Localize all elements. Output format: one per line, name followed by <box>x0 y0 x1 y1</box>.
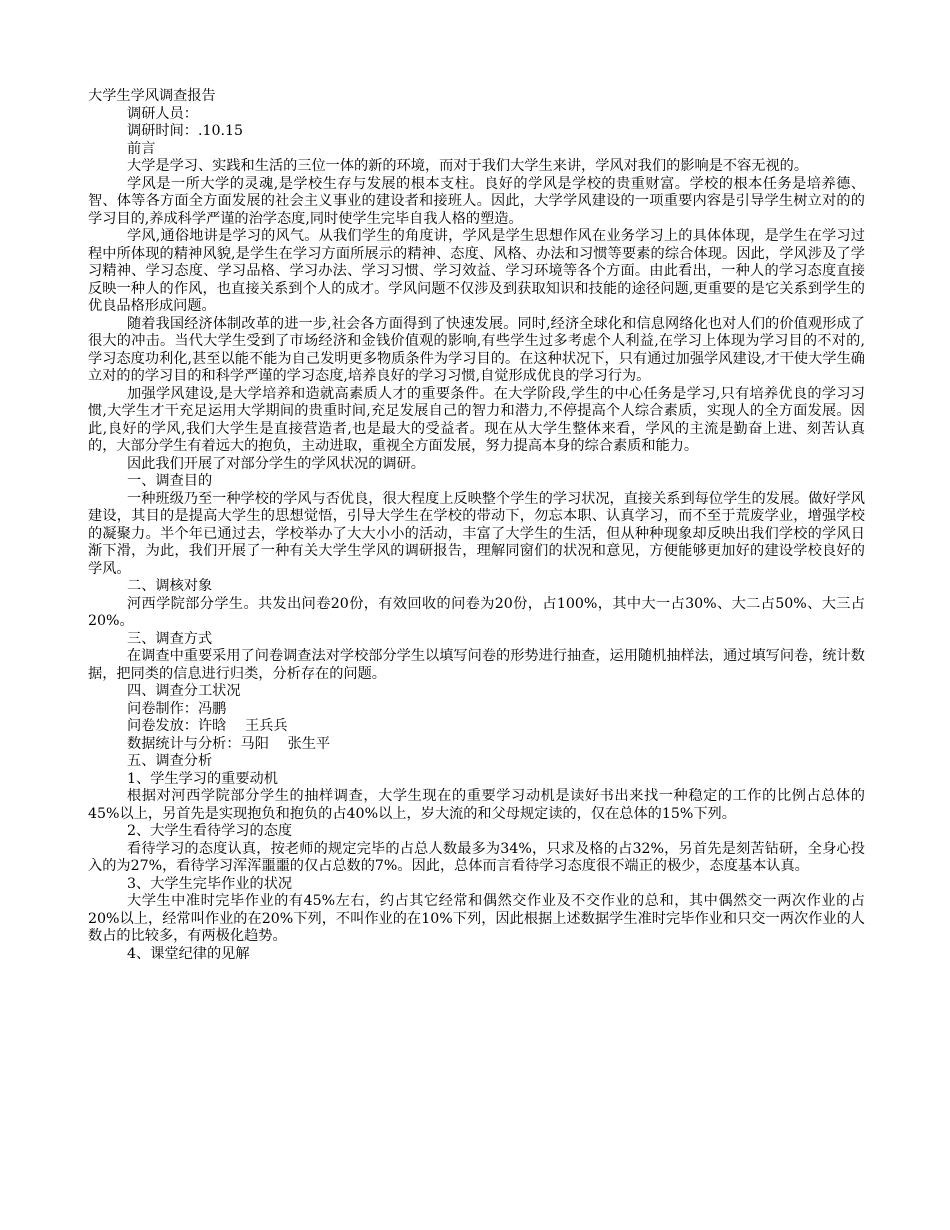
analysis-paragraph: 看待学习的态度认真，按老师的规定完毕的占总人数最多为34%，只求及格的占32%，另首先是刻苦钻研，全身心投入的为27%，看待学习浑浑噩噩的仅占总数的7%。因此，总体而言看待学习态度很不端正的极少，态度基本认真。 <box>88 840 865 874</box>
section-heading: 三、调查方式 <box>127 630 213 647</box>
analysis-heading: 2、大学生看待学习的态度 <box>127 823 293 839</box>
analysis-heading: 1、学生学习的重要动机 <box>127 770 278 787</box>
staff-line-distribution: 问卷发放：许晗 王兵兵 <box>127 718 288 734</box>
preface-paragraph: 学风是一所大学的灵魂,是学校生存与发展的根本支柱。良好的学风是学校的贵重财富。学校的根本任务是培养德、智、体等各方面全方面发展的社会主义事业的建设者和接班人。因此，大学学风建设的一项重要内容是引导学生树立对的的学习目的,养成科学严谨的治学态度,同时使学生完毕自我人格的塑造。 <box>88 175 865 227</box>
analysis-paragraph: 根据对河西学院部分学生的抽样调查，大学生现在的重要学习动机是读好书出来找一种稳定的工作的比例占总体的45%以上，另首先是实现抱负和抱负的占40%以上，岁大流的和父母规定读的，仅在总体的15%下列。 <box>88 788 865 822</box>
preface-paragraph: 大学是学习、实践和生活的三位一体的新的环境，而对于我们大学生来讲，学风对我们的影响是不容无视的。 <box>127 158 809 174</box>
preface-heading: 前言 <box>127 140 156 157</box>
analysis-heading: 3、大学生完毕作业的状况 <box>127 875 293 892</box>
analysis-heading: 4、课堂纪律的见解 <box>127 945 250 962</box>
preface-paragraph: 随着我国经济体制改革的进一步,社会各方面得到了快速发展。同时,经济全球化和信息网络化也对人们的价值观形成了很大的冲击。当代大学生受到了市场经济和金钱价值观的影响,有些学生过多考虑个人利益,在学习上体现为学习目的不对的,学习态度功利化,甚至以能不能为自己发明更多物质条件为学习目的。在这种状况下，只有通过加强学风建设,才干使大学生确立对的的学习目的和科学严谨的学习态度,培养良好的学习习惯,自觉形成优良的学习行为。 <box>88 315 865 384</box>
staff-line-questionnaire: 问卷制作：冯鹏 <box>127 700 227 717</box>
section-paragraph: 河西学院部分学生。共发出问卷20份，有效回收的问卷为20份，占100%，其中大一占30%、大二占50%、大三占20%。 <box>88 595 865 629</box>
section-heading: 四、调查分工状况 <box>127 683 241 699</box>
meta-researchers: 调研人员： <box>127 105 198 122</box>
document-title: 大学生学风调查报告 <box>88 88 216 104</box>
section-heading: 二、调核对象 <box>127 578 213 594</box>
section-paragraph: 一种班级乃至一种学校的学风与否优良，很大程度上反映整个学生的学习状况，直接关系到每位学生的发展。做好学风建设，其目的是提高大学生的思想觉悟，引导大学生在学校的带动下，勿忘本职、认真学习，而不至于荒废学业，增强学校的凝聚力。半个年已通过去，学校举办了大大小小的活动，丰富了大学生的生活，但从种种现象却反映出我们学校的学风日渐下滑，为此，我们开展了一种有关大学生学风的调研报告，理解同窗们的状况和意见，方便能够更加好的建设学校良好的学风。 <box>88 490 865 577</box>
section-heading: 一、调查目的 <box>127 473 213 489</box>
preface-paragraph: 学风,通俗地讲是学习的风气。从我们学生的角度讲，学风是学生思想作风在业务学习上的具体体现，是学生在学习过程中所体现的精神风貌,是学生在学习方面所展示的精神、态度、风格、办法和习惯等要素的综合体现。因此，学风涉及了学习精神、学习态度、学习品格、学习办法、学习习惯、学习效益、学习环境等各个方面。由此看出，一种人的学习态度直接反映一种人的作风，也直接关系到个人的成才。学风问题不仅涉及到获取知识和技能的途径问题,更重要的是它关系到学生的优良品格形成问题。 <box>88 228 865 314</box>
section-paragraph: 在调查中重要采用了问卷调查法对学校部分学生以填写问卷的形势进行抽查，运用随机抽样法，通过填写问卷，统计数据，把同类的信息进行归类，分析存在的问题。 <box>88 648 865 682</box>
section-heading: 五、调查分析 <box>127 753 213 769</box>
document-body <box>88 88 865 963</box>
preface-paragraph: 因此我们开展了对部分学生的学风状况的调研。 <box>127 455 425 472</box>
meta-research-time: 调研时间：.10.15 <box>127 123 244 139</box>
staff-line-statistics: 数据统计与分析：马阳 张生平 <box>127 735 331 752</box>
analysis-paragraph: 大学生中准时完毕作业的有45%左右，约占其它经常和偶然交作业及不交作业的总和，其中偶然交一两次作业的占20%以上，经常叫作业的在20%下列，不叫作业的在10%下列，因此根据上述数据学生准时完毕作业和只交一两次作业的人数占的比较多，有两极化趋势。 <box>88 893 865 944</box>
preface-paragraph: 加强学风建设,是大学培养和造就高素质人才的重要条件。在大学阶段,学生的中心任务是学习,只有培养优良的学习习惯,大学生才干充足运用大学期间的贵重时间,充足发展自己的智力和潜力,不停提高个人综合素质，实现人的全方面发展。因此,良好的学风,我们大学生是直接营造者,也是最大的受益者。现在从大学生整体来看，学风的主流是勤奋上进、刻苦认真的，大部分学生有着远大的抱负，主动进取，重视全方面发展，努力提高本身的综合素质和能力。 <box>88 385 865 454</box>
